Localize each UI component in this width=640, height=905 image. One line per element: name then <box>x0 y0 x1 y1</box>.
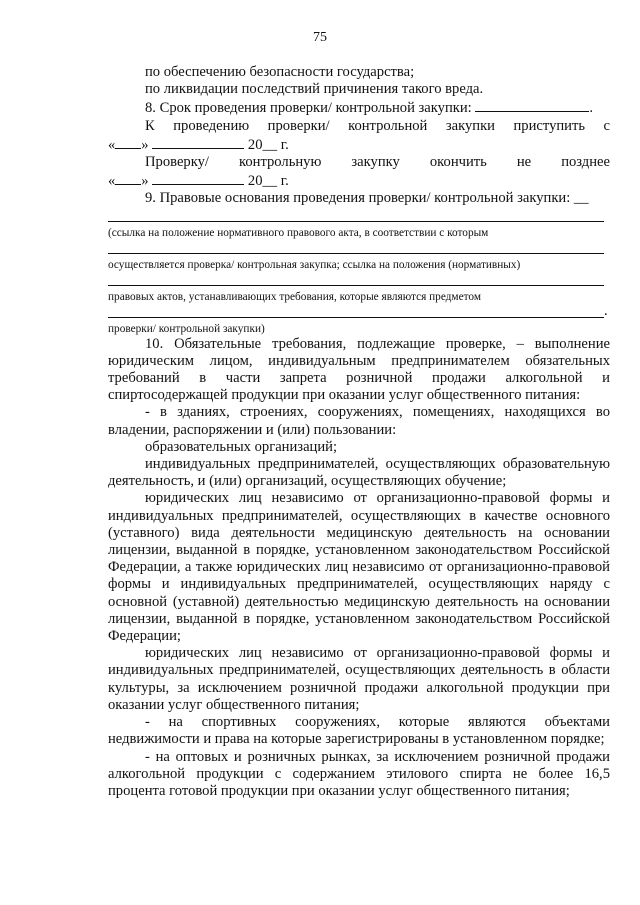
month-blank <box>152 171 244 185</box>
caption: (ссылка на положение нормативного правового акта, в соответствии с которым <box>108 226 489 239</box>
document-body <box>108 64 610 800</box>
caption: проверки/ контрольной закупки) <box>108 322 265 335</box>
item-8-label: 8. Срок проведения проверки/ контрольной закупки: <box>145 100 476 117</box>
item-8-deadline <box>108 98 610 117</box>
day-blank <box>115 171 141 185</box>
text-line: по ликвидации последствий причинения такого вреда. <box>145 81 484 98</box>
page-number: 75 <box>313 30 327 45</box>
quote-open: « <box>108 136 116 153</box>
line-end: . <box>604 302 608 319</box>
paragraph: - на оптовых и розничных рынках, за исключением розничной продажи алкогольной продукции с содержанием этилового спирта не более 16,5 процента готовой продукции при оказании услуг общественного питания; <box>108 748 610 799</box>
paragraph: юридических лиц независимо от организационно-правовой формы и индивидуальных предпринимателей, осуществляющих деятельность в области культуры, за исключением розничной продажи алкогольной продукции при оказании услуг общественного питания; <box>108 645 610 713</box>
paragraph: индивидуальных предпринимателей, осуществляющих образовательную деятельность, и (или) организаций, осуществляющих обучение; <box>108 456 610 490</box>
legal-basis-blank <box>108 304 604 318</box>
caption: осуществляется проверка/ контрольная закупка; ссылка на положения (нормативных) <box>108 258 521 271</box>
paragraph: - на спортивных сооружениях, которые являются объектами недвижимости и права на которые зарегистрированы в установленном порядке; <box>108 714 610 748</box>
deadline-blank <box>475 98 589 112</box>
line-end: . <box>589 100 594 117</box>
quote-close: » <box>141 173 153 190</box>
year-label: 20__ г. <box>244 173 289 190</box>
paragraph: образовательных организаций; <box>145 438 338 455</box>
start-date <box>108 135 610 154</box>
quote-close: » <box>141 136 153 153</box>
day-blank <box>115 135 141 149</box>
paragraph: юридических лиц независимо от организационно-правовой формы и индивидуальных предпринимателей, осуществляющих в качестве основного (уставного) вида деятельности медицинскую деятельность на основании лицензии, выданной в порядке, установленном законодательством Российской Федерации, а также юридических лиц независимо от организационно-правовой формы и индивидуальных предпринимателей, осуществляющих наряду с основной (уставной) деятельностью медицинскую деятельность на основании лицензии, выданной в порядке, установленном законодательством Российской Федерации; <box>108 490 610 645</box>
quote-open: « <box>108 173 116 190</box>
end-line: Проверку/ контрольную закупку окончить не позднее <box>145 154 610 171</box>
start-line: К проведению проверки/ контрольной закупки приступить с <box>145 117 610 134</box>
legal-basis-blank <box>108 208 604 222</box>
paragraph: - в зданиях, строениях, сооружениях, помещениях, находящихся во владении, распоряжении и (или) пользовании: <box>108 404 610 438</box>
caption: правовых актов, устанавливающих требования, которые являются предметом <box>108 290 481 303</box>
month-blank <box>152 135 244 149</box>
end-date <box>108 171 610 190</box>
legal-basis-blank <box>108 240 604 254</box>
year-label: 20__ г. <box>244 136 289 153</box>
legal-basis-blank <box>108 272 604 286</box>
text-line: по обеспечению безопасности государства; <box>145 64 415 80</box>
legal-basis-last-line <box>108 304 610 318</box>
item-10-paragraph: 10. Обязательные требования, подлежащие проверке, – выполнение юридическим лицом, индивидуальным предпринимателем обязательных требований в части запрета розничной продажи алкогольной и спиртосодержащей продукции при оказании услуг общественного питания: <box>108 335 610 404</box>
item-9-label: 9. Правовые основания проведения проверки/ контрольной закупки: __ <box>145 190 589 207</box>
